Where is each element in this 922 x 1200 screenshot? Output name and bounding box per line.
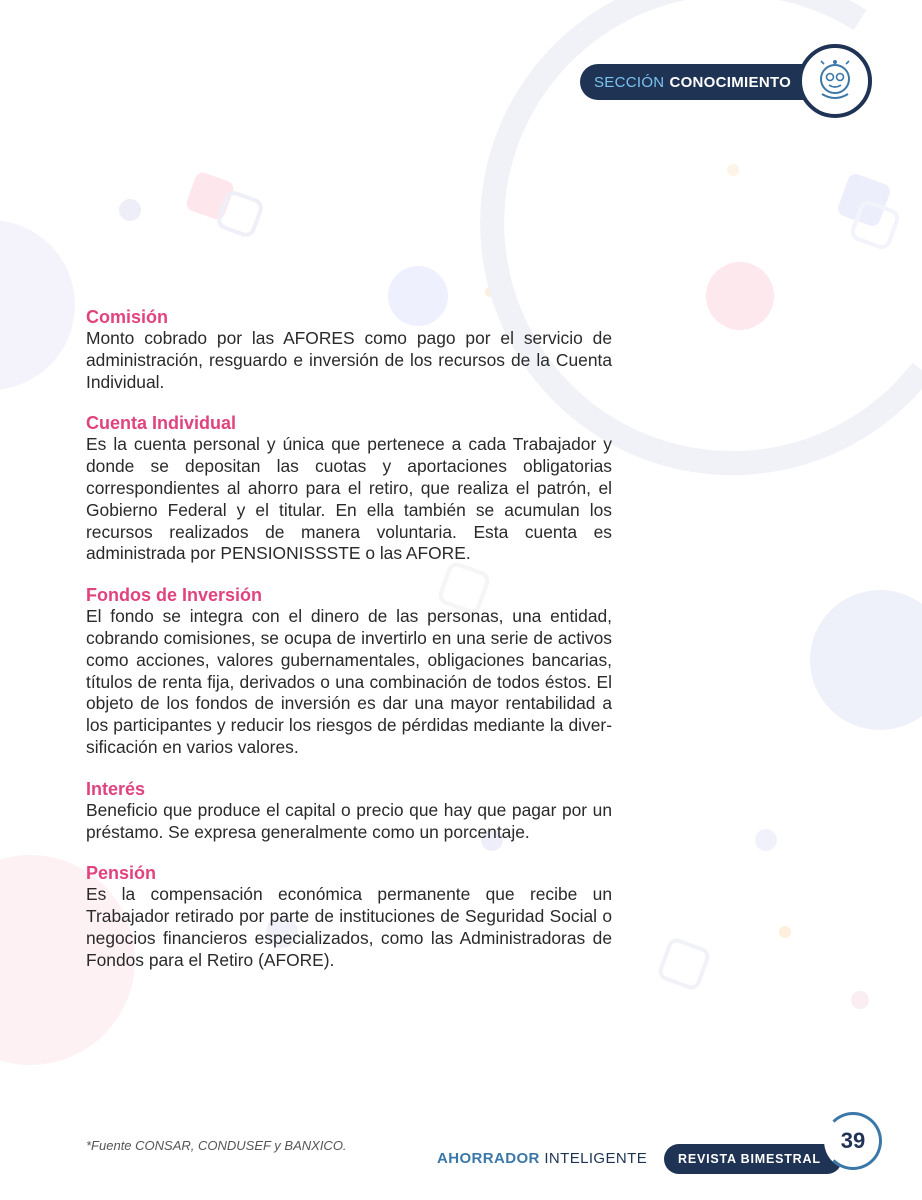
entry-text: El fondo se integra con el dinero de las personas, una entidad, cobrando comisiones, se ocupa de invertirlo en una serie de activos como acciones, valores gubernamentales, obligaciones bancarias, títulos de renta fija, derivados o una combinación de todos éstos. El objeto de los fondos de inversión es dar una mayor rentabilidad a los participantes y reducir los riesgos de pérdidas mediante la diversificación en varios valores. xyxy=(86,606,612,757)
brand-bold: AHORRADOR xyxy=(437,1150,540,1167)
entry-text: Es la cuenta personal y única que pertenece a cada Trabajador y donde se depositan las cuotas y aportaciones obligatorias correspondientes al ahorro para el retiro, que realiza el patrón, el Gobierno Federal y el titular. En ella también se acumulan los recursos realizados de manera voluntaria. Esta cuenta es administrada por PENSIONISSSTE o las AFORE. xyxy=(86,434,612,564)
entry-text: Beneficio que produce el capital o precio que hay que pagar por un préstamo. Se expresa generalmente como un porcentaje. xyxy=(86,799,612,842)
entry-title: Comisión xyxy=(86,307,169,327)
brand-wordmark xyxy=(437,1150,647,1167)
section-badge xyxy=(580,64,830,100)
revista-badge: REVISTA BIMESTRAL xyxy=(664,1144,842,1174)
glossary xyxy=(86,306,612,991)
glossary-entry-interes xyxy=(86,778,612,844)
page-number: 39 xyxy=(840,1128,866,1153)
section-label-bold: CONOCIMIENTO xyxy=(669,73,792,91)
brand-light: INTELIGENTE xyxy=(544,1150,648,1167)
glossary-entry-fondos-de-inversion xyxy=(86,584,612,759)
entry-title: Cuenta Individual xyxy=(86,413,237,434)
entry-text: Monto cobrado por las AFORES como pago por el servicio de administración, resguardo e inversión de los recursos de la Cuenta Individual. xyxy=(86,328,612,392)
glossary-entry-pension xyxy=(86,862,612,971)
glossary-entry-comision xyxy=(86,306,612,393)
glossary-entry-cuenta-individual xyxy=(86,412,612,565)
brain-gear-icon xyxy=(808,54,862,108)
entry-title: Fondos de Inversión xyxy=(86,585,263,606)
source-note: *Fuente CONSAR, CONDUSEF y BANXICO. xyxy=(86,1138,347,1153)
entry-title: Interés xyxy=(86,778,146,799)
section-badge-ring xyxy=(798,44,872,118)
entry-text: Es la compensación económica permanente que recibe un Trabajador retirado por parte de instituciones de Seguridad Social o negocios financieros especializados, como las Administradoras de Fondos para el Retiro (AFORE). xyxy=(86,884,612,970)
entry-title: Pensión xyxy=(86,863,157,884)
page-number-ring xyxy=(824,1112,882,1170)
section-label-light: SECCIÓN xyxy=(594,73,665,91)
